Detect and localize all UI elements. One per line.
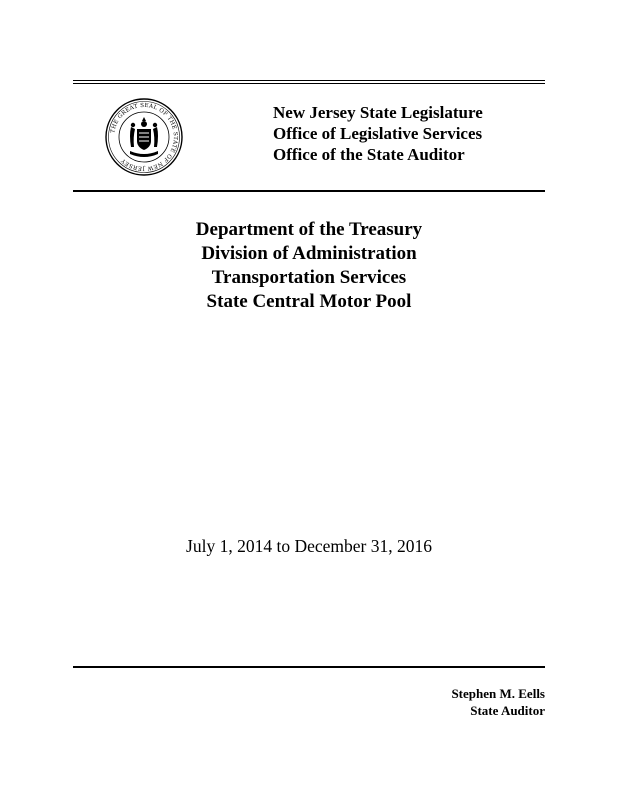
svg-text:THE GREAT SEAL OF THE STATE OF: THE GREAT SEAL OF THE STATE OF NEW JERSEY [110,102,179,172]
header-line-legislature: New Jersey State Legislature [273,103,483,122]
title-line-motor-pool: State Central Motor Pool [206,291,412,312]
auditor-title: State Auditor [470,703,545,718]
auditor-signature-block [451,685,545,719]
title-line-transportation: Transportation Services [211,267,407,288]
audit-period: July 1, 2014 to December 31, 2016 [186,536,432,556]
title-line-division: Division of Administration [201,243,417,264]
state-seal-icon [104,97,184,177]
header-top-double-rule [73,80,545,84]
auditor-name: Stephen M. Eells [451,686,545,701]
footer-rule [73,666,545,668]
header-bottom-rule [73,190,545,192]
header-line-legislative-services: Office of Legislative Services [273,124,483,143]
legislature-office-header [273,102,483,165]
report-title [0,218,618,314]
title-line-department: Department of the Treasury [195,219,423,240]
header-line-state-auditor-office: Office of the State Auditor [273,145,465,164]
